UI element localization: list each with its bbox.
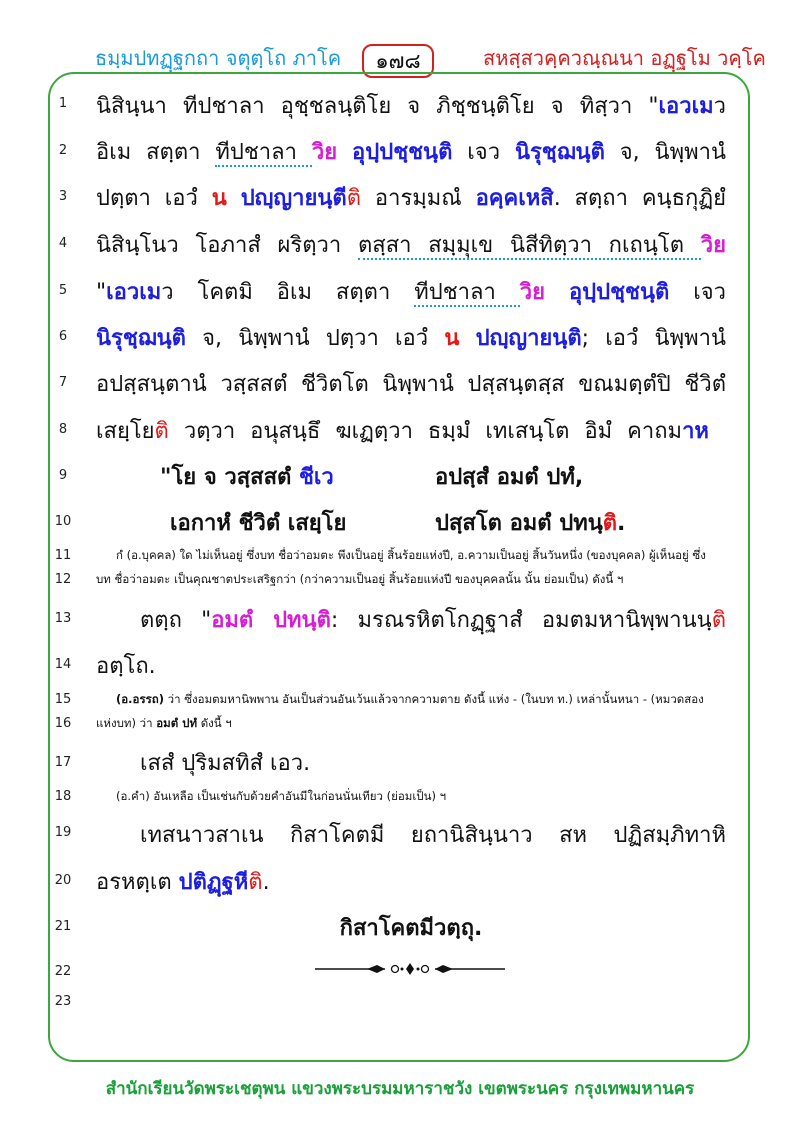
text-line-8: เสยฺโยติ วตฺวา อนุสนฺธึ ฆเฏตฺวา ธมฺมํ เทเสนฺโต อิมํ คาถมาห bbox=[96, 419, 709, 444]
text-line-7: อปสฺสนฺตานํ วสฺสสตํ ชีวิตโต นิพฺพานํ ปสฺสนฺตสฺส ขณมตฺตํปิ ชีวิตํ bbox=[96, 372, 726, 397]
verse-line-9-right: อปสฺสํ อมตํ ปทํ, bbox=[435, 465, 584, 490]
header-book-title: ธมฺมปทฏฺฐกถา จตุตฺโถ ภาโค bbox=[95, 46, 342, 70]
line-number: 21 bbox=[54, 919, 72, 934]
translation-line-18: (อ.คำ) อันเหลือ เป็นเช่นกับด้วยคำอันมีในก่อนนั่นเทียว (ย่อมเป็น) ฯ bbox=[116, 789, 447, 803]
text-line-14: อตฺโถ. bbox=[96, 654, 156, 679]
text-line-13: ตตฺถ "อมตํ ปทนฺติ: มรณรหิตโกฏฺฐาสํ อมตมหานิพฺพานนฺติ bbox=[140, 608, 726, 633]
line-number: 3 bbox=[58, 189, 68, 204]
line-number: 22 bbox=[54, 964, 72, 979]
text-line-5: "เอวเมว โคตมิ อิเม สตฺตา ทีปชาลา วิย อุปฺปชฺชนฺติ เจว bbox=[96, 280, 726, 305]
line-number: 10 bbox=[54, 514, 72, 529]
section-end-title: กิสาโคตมีวตฺถุ. bbox=[339, 916, 483, 941]
text-line-4: นิสินฺโนว โอภาสํ ผริตฺวา ตสฺสา สมฺมุเข นิสีทิตฺวา กเถนฺโต วิย bbox=[96, 233, 726, 258]
text-line-6: นิรุชฺฌนฺติ จ, นิพฺพานํ ปตฺวา เอวํ น ปญฺญายนฺติ; เอวํ นิพฺพานํ bbox=[96, 326, 726, 351]
translation-line-11: กํ (อ.บุคคล) ใด ไม่เห็นอยู่ ซึ่งบท ชื่อว่าอมตะ พึงเป็นอยู่ สิ้นร้อยแห่งปี, อ.ความเป็นอยู่ สิ้นวันหนึ่ง (ของบุคคล) ผู้เห็นอยู่ ซึ่ง bbox=[116, 548, 706, 562]
ornament-divider bbox=[315, 960, 505, 978]
line-number: 7 bbox=[58, 375, 68, 390]
line-number: 17 bbox=[54, 755, 72, 770]
line-number: 11 bbox=[54, 548, 72, 563]
verse-line-9-left: "โย จ วสฺสสตํ ชีเว bbox=[160, 465, 334, 490]
line-number: 16 bbox=[54, 716, 72, 731]
text-line-3: ปตฺตา เอวํ น ปญฺญายนฺตีติ อารมฺมณํ อคฺคเหสิ. สตฺถา คนฺธกุฏิยํ bbox=[96, 186, 726, 211]
header-chapter-title: สหสฺสวคฺควณฺณนา อฏฺฐโม วคฺโค bbox=[483, 46, 766, 70]
verse-line-10-right: ปสฺสโต อมตํ ปทนฺติ. bbox=[435, 511, 626, 536]
line-number: 2 bbox=[58, 143, 68, 158]
verse-line-10-left: เอกาหํ ชีวิตํ เสยฺโย bbox=[170, 511, 347, 536]
translation-line-15: (อ.อรรถ) ว่า ซึ่งอมตมหานิพพาน อันเป็นส่วนอันเว้นแล้วจากความตาย ดังนี้ แห่ง - (ในบท ท.) เหล่านั้นหนา - (หมวดสอง bbox=[116, 692, 704, 706]
line-number: 9 bbox=[58, 468, 68, 483]
line-number: 19 bbox=[54, 825, 72, 840]
text-line-1: นิสินฺนา ทีปชาลา อุชฺชลนฺติโย จ ภิชฺชนฺติโย จ ทิสฺวา "เอวเมว bbox=[96, 94, 726, 119]
text-line-17: เสสํ ปุริมสทิสํ เอว. bbox=[140, 751, 311, 776]
line-number: 15 bbox=[54, 692, 72, 707]
line-number: 23 bbox=[54, 994, 72, 1009]
page-number: ๑๗๘ bbox=[362, 44, 434, 78]
line-number: 1 bbox=[58, 96, 68, 111]
translation-line-12: บท ชื่อว่าอมตะ เป็นคุณชาตประเสริฐกว่า (กว่าความเป็นอยู่ สิ้นร้อยแห่งปี ของบุคคลนั้น นั้น ย่อมเป็น) ดังนี้ ฯ bbox=[96, 572, 624, 586]
line-number: 6 bbox=[58, 329, 68, 344]
footer-institution: สำนักเรียนวัดพระเชตุพน แขวงพระบรมมหาราชวัง เขตพระนคร กรุงเทพมหานคร bbox=[105, 1079, 695, 1099]
text-line-20: อรหตฺเต ปติฏฺฐหีติ. bbox=[96, 870, 270, 895]
translation-line-16: แห่งบท) ว่า อมตํ ปทํ ดังนี้ ฯ bbox=[96, 716, 232, 730]
line-number: 4 bbox=[58, 236, 68, 251]
line-number: 20 bbox=[54, 873, 72, 888]
line-number: 8 bbox=[58, 422, 68, 437]
line-number: 13 bbox=[54, 611, 72, 626]
text-line-19: เทสนาวสาเน กิสาโคตมี ยถานิสินฺนาว สห ปฏิสมฺภิทาหิ bbox=[140, 823, 726, 848]
line-number: 18 bbox=[54, 789, 72, 804]
line-number: 14 bbox=[54, 657, 72, 672]
line-number: 12 bbox=[54, 572, 72, 587]
line-number: 5 bbox=[58, 283, 68, 298]
text-line-2: อิเม สตฺตา ทีปชาลา วิย อุปฺปชฺชนฺติ เจว นิรุชฺฌนฺติ จ, นิพฺพานํ bbox=[96, 140, 726, 165]
